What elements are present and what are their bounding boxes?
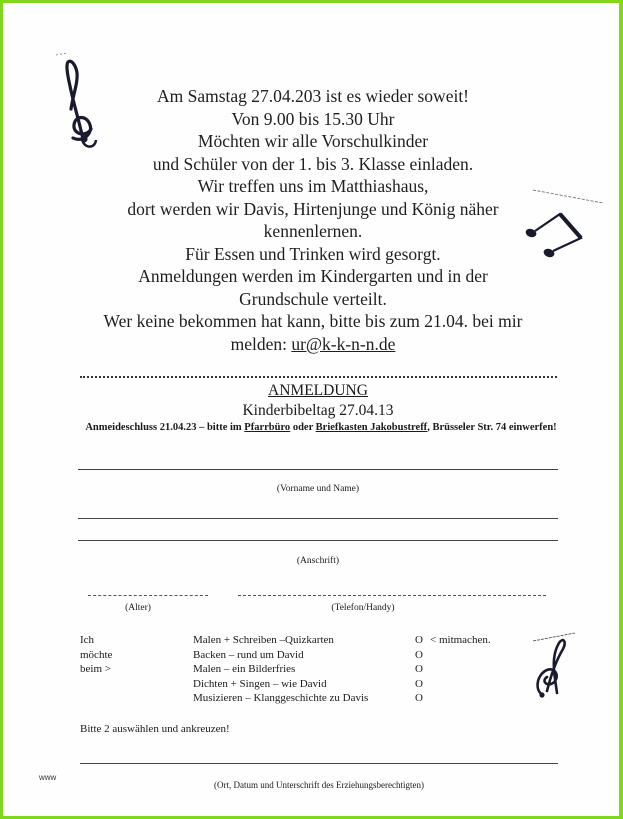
phone-field-line[interactable]	[238, 595, 546, 596]
deadline-text: Anmeideschluss 21.04.23 – bitte im	[85, 422, 245, 433]
intro-line: Für Essen und Trinken wird gesorgt.	[185, 243, 441, 264]
watermark-text: www	[39, 773, 57, 782]
choice-label: Musizieren – Klanggeschichte zu Davis	[193, 692, 369, 704]
intro-line: Von 9.00 bis 15.30 Uhr	[231, 108, 395, 129]
registration-title: ANMELDUNG	[268, 382, 368, 399]
choice-label: Backen – rund um David	[193, 648, 304, 661]
phone-field-caption: (Telefon/Handy)	[331, 603, 395, 613]
briefkasten-link: Briefkasten Jakobustreff	[315, 422, 428, 433]
contact-line	[63, 333, 563, 356]
age-field-caption: (Alter)	[125, 603, 151, 613]
age-field-line[interactable]	[88, 595, 208, 596]
name-field-line-2[interactable]	[78, 518, 558, 519]
contact-prefix: melden:	[230, 333, 292, 354]
choice-label: Malen + Schreiben –Quizkarten	[193, 634, 334, 646]
intro-line: Wir treffen uns im Matthiashaus,	[197, 176, 429, 196]
choice-checkbox[interactable]: O	[415, 663, 423, 675]
intro-line: und Schüler von der 1. bis 3. Klasse einladen.	[152, 153, 474, 174]
treble-clef-icon	[533, 635, 578, 705]
choice-checkbox[interactable]: O	[415, 648, 423, 661]
intro-line: Am Samstag 27.04.203 ist es wieder soweit!	[156, 86, 470, 106]
choice-checkbox[interactable]: O	[415, 634, 423, 646]
name-field-line[interactable]	[78, 469, 558, 470]
intro-line: Anmeldungen werden im Kindergarten und in der	[138, 266, 488, 286]
intro-line: kennenlernen.	[263, 221, 363, 241]
signature-field-line[interactable]	[80, 763, 558, 764]
invitation-text	[63, 85, 563, 355]
cut-line-divider	[80, 376, 557, 378]
choice-label: Dichten + Singen – wie David	[193, 677, 327, 690]
signature-caption: (Ort, Datum und Unterschrift des Erziehungsberechtigten)	[214, 780, 424, 790]
flyer-page	[3, 3, 619, 816]
deadline-text: , Brüsseler Str. 74 einwerfen!	[427, 422, 557, 433]
registration-subtitle: Kinderbibeltag 27.04.13	[242, 402, 394, 419]
intro-line: Grundschule verteilt.	[239, 288, 387, 309]
choice-checkbox[interactable]: O	[415, 692, 423, 704]
choice-checkbox[interactable]: O	[415, 677, 423, 690]
choice-label: Malen – ein Bilderfries	[193, 663, 296, 675]
choices-lead: Ich möchte beim >	[80, 634, 113, 675]
intro-line: Wer keine bekommen hat kann, bitte bis zum 21.04. bei mir	[103, 311, 523, 331]
selection-instruction: Bitte 2 auswählen und ankreuzen!	[80, 723, 230, 735]
address-field-caption: (Anschrift)	[296, 556, 340, 566]
address-field-line[interactable]	[78, 540, 558, 541]
pfarrbuero-link: Pfarrbüro	[244, 422, 291, 433]
deadline-text: oder	[290, 422, 316, 433]
intro-line: Möchten wir alle Vorschulkinder	[197, 131, 429, 151]
registration-deadline	[81, 421, 561, 435]
intro-line: dort werden wir Davis, Hirtenjunge und König näher	[127, 198, 499, 219]
name-field-caption: (Vorname und Name)	[276, 484, 360, 494]
choice-suffix: < mitmachen.	[430, 634, 491, 646]
email-link[interactable]: ur@k-k-n-n.de	[291, 333, 396, 354]
